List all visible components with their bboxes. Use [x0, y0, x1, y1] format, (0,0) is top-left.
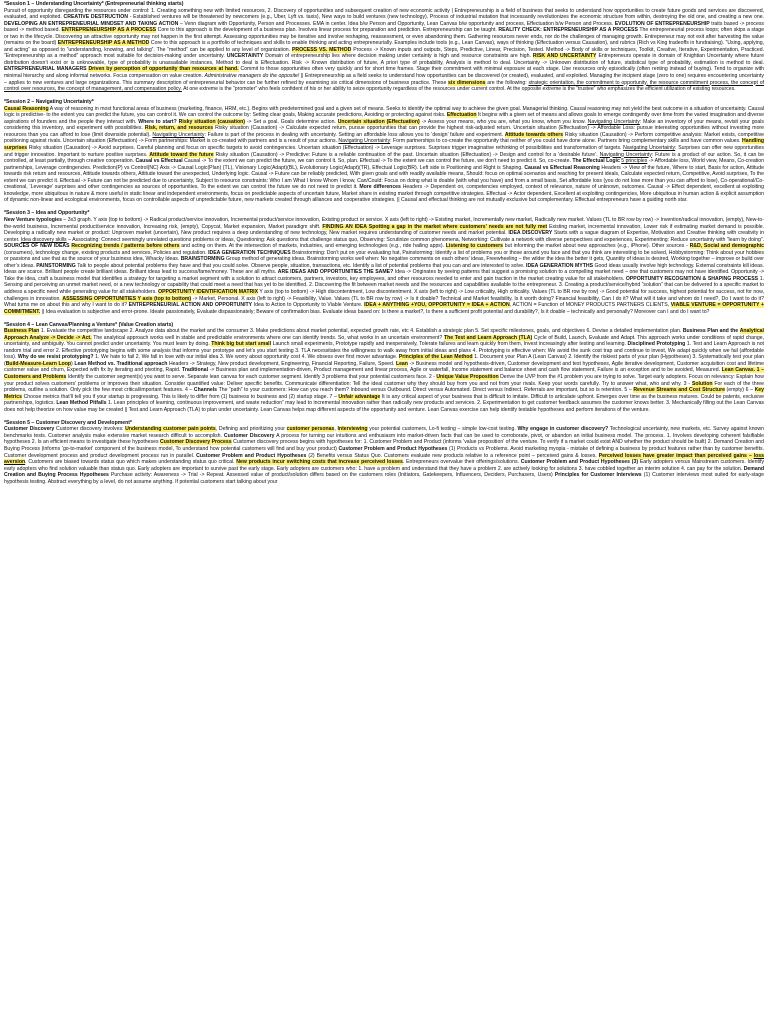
document-page — [4, 0, 764, 1024]
section-3 — [4, 209, 764, 315]
section-body: New Venture typologies – 3x3 graph. Y axis (top to bottom) -> Radical product/service innovation, Incremental product/service innovation, Existing product or service. X axis (left to right) -> Existing market, Incrementally new market, Radically new market. Values (TL to BR row by row) -> Invention/radical innovation, (empty), New-to-the-world business, Incremental product/service innovation, Increasing risk, (empty), Copycat, Market expansion, Market paradigm shift. FINDING AN IDEA Spotting a gap in the market where customers’ needs are not fully met Existing market, incremental innovation, Lower risk if estimating market demand is possible. Developing a radically new market or product: Unproven market (uncertain), New product requires a deep understanding of new technology, New market requires understanding of customer needs and market potential. IDEA DISCOVERY Starts with a vague diagram of Expertise, Motivation and Creative thinking with creativity in center. Idea discovery skills – Associating: Connect seemingly unrelated questions problems or ideas, Questioning: Ask questions that challenge status quo, Observing: Scrutinize common phenomena, Networking: Cultivate a network with diverse perspectives and experiences, Experimenting: Reduce uncertainty with “learn by doing”. SOURCES OF NEW IDEAS Recognizing trends / patterns before others and acting on them. At the intersection of markets, industries, and emerging technologies (e.g., ride hailing apps). Listening to customers but informing the market about new approaches (e.g., iPhone). Other sources - R&D, Social and demographic (consumers), technology change, existing products and services, Policies and regulation. IDEA GENERATION TECHNIQUES Brainstorming: Don’t put on your evaluating hat, Painstorming: Identify a list of problems you or those around you face and that you think are interesting to be solved, Hobbystorming: Think about your hobbies or passions and use that as the source of your business idea, Whacky Ideas. BRAINSTORMING Group method of generating ideas. Brainstorming works well when: No negative comments on each others’ ideas, Freewheeling – the wilder the idea the better it gets, Quantity of ideas is desired, Working together – improve or build over other’s ideas. PAINSTORMING Talk to people about potential problems they have and that you could solve. Observe people, situation, transactions, etc. Identify a list of potential problems that you can and are interested to solve. IDEA GENERATION MYTHS Good ideas usually involve high technology. External constraints kill ideas. Ideas are scarce. Brilliant people create brilliant ideas. Brilliant ideas lead to success/fame/money. These are all myths. ARE IDEAS AND OPPORTUNITIES THE SAME? Idea -> Originates by seeing patterns that suggest a promising solution to a compelling market need – one that customers may not have identified. Opportunity -> Take the idea, craft a business model that identifies a strategy for targeting a market segment with a solution to attract customers, partners, investors, key employees, and other resources needed to enter and gain traction in the market creating value for all stakeholders. OPPORTUNITY RECOGNITION & SHAPING PROCESS 1. Sensing and perceiving an unmet market need, or a new technology or capability that could meet a need that has yet to be identified. 2. Discovering the fit between market needs and the resources and capabilities available to the entrepreneur. 3. Creating a product/service/hybrid “solution” that can be delivered to a specific market to address a specific need while generating value for all stakeholders. OPPORTUNITY IDENTIFICATION MATRIX Y axis (top to bottom) -> High discontentment, Low discontentment. X axis (left to right) -> Low criticality, High criticality. Values (TL to BR row by row) -> Good potential for success, highest potential for success, not for now, challenges in innovation. ASSESSING OPPORTUNITIES Y axis (top to bottom) -> Market, Personal. X axis (left to right) -> Feasibility, Value. Values (TL to BR row by row) -> Is it doable? Technical and Market feasibility, Is it worth doing? Financial feasibility, Can I do it? What will it take and whom do I need?, Do I want to do it? What turns me on about this and why I want to do it? ENTREPRENEURIAL ACTION AND OPPORTUNITY Idea to Action to Opportunity to Viable Venture. IDEA + ANYTHING +YOU, OPPORTUNITY = IDEA + ACTION, ACTION = Function of MONEY PRODUCTS PARTNERS CLIENTS, VIABLE VENTURE = OPPORTUNITY + COMMITMENT. || Idea evaluation is subjective and error-prone. Ideate passionately, Evaluate dispassionately; Beware of confirmation bias. Evaluate ideas based on: Is there a market?, Is there a sufficient profit potential and durability?, Is it doable – technically and personally? Moreover can I and do I want to? — [4, 216, 764, 315]
section-title: *Session 4 – Lean Canvas/Planning a Venture* (Value Creation starts) — [4, 321, 174, 328]
section-body: Pursuit of opportunity disregarding the resources under control: 1. Creating something new with limited resources, 2. Discovery of opportunities and subsequent creation of new economic activity | Entrepreneurship is a field of business that seeks to understand how opportunities to create future goods and services are discovered, evaluated, and exploited. CREATIVE DESTRUCTION - Established ventures will be threatened by newcomers (e.g., Uber, Lyft vs. taxis), New ways to build ventures (new technology), Process of industrial mutation that incessantly revolutionizes the economic structure from within, destroying the old one, and creating a new one. DEVELOPING AN ENTREPRENEURIAL MINDSET AND TAKING ACTION – Venn diagram with Opportunity, Person and Processes. EMA in center. Idea b/w Person and Opportunity, Lean Canvas b/w opportunity and process, Effectuation b/w Person and Process. EVOLUTION OF ENTREPRENEURSHIP traits based -> process based -> method based. ENTREPRENEURSHIP AS A PROCESS Core to this approach is the development of a business plan. Involves linear process for preparation and prediction. Entrepreneurship can be taught. REALITY CHECK: ENTREPRENEURSHIP AS A PROCESS The entrepreneurial process loops; often skips a stage or two in the lifecycle. Discovering an attractive opportunity may not happen in the first attempt. Assessing opportunities may be iterative and involve reshaping, reassessment, or even abandoning them. Gathering resources never ends, nor do the challenges of managing growth. Entrepreneur may not exit after harvesting the value (remains on the board) ENTREPRENEURSHIP AS A METHOD Core to this approach is a portfolio of techniques and skills to enable thinking and acting entrepreneurially. Examples include tools (e.g., Lean Canvas), ways of thinking (Effectuation versus Causation), and rubrics (Rich vs King tradeoffs in fundraising). “Using, applying, and acting” as opposed to “understanding, knowing, and talking”. The “method” can be applied to any level of organization. PROCESS VS. METHOD Process -> Known inputs and outputs, Steps, Predictive, Linear, Precision, Tested. Method -> Body of skills or techniques, Toolkit, Creative, Iterative, Experimentation, Practiced. “Entrepreneurship as a method” approach most suitable for decision-making under uncertainty. UNCERTAINTY Domain of entrepreneurship lies where decision making under certainty is high and resource constraints are high. RISK AND UNCERTAINTY Entrepreneurs operate in domain of Knightian Uncertainty where future distribution doesn’t exist or is unknowable, type of probability is unassailable instances, Method to deal is Effectuation. Risk -> Known distribution of future, A priori type of probability, Analysis is method to deal. Uncertainty -> Unknown distribution of future, statistical type of probability, estimation is method to deal. ENTREPRENEURIAL MANAGERS Driven by perception of opportunity than resources at hand. Commit to those opportunities often very quickly and for short time frames. Stage their commitment with minimal exposure at each stage. Use resources only episodically (often renting instead of buying). Tend to organize with minimal hierarchy and along informal networks. Focus compensation on value creation. Administrative managers do the opposite! || Entrepreneurship as a field seeks to understand how opportunities can be discovered (or created), evaluated, and exploited. Managing the incipient stage (zero to one) requires encountering uncertainty – applies to new ventures and large organizations. This summary description of entrepreneurial behavior can be further refined by examining six critical dimensions of business practice. These six dimensions are the following: strategic orientation, the commitment to opportunity, the resource commitment process, the concept of control over resources, the concept of management, and compensation policy. At one extreme is the “promoter” who feels confident of his or her ability to seize opportunity regardless of the resources under current control. At the opposite extreme is the “trustee” who emphasizes the efficient utilization of existing resources. — [4, 7, 764, 93]
section-5 — [4, 419, 764, 485]
section-title: *Session 3 – Idea and Opportunity* — [4, 210, 90, 217]
section-body: Causal Reasoning A way of reasoning in most functional areas of business (marketing, finance, HRM, etc.). Begins with predetermined goal and a given set of means. Seeks to identify the optimal way to achieve the given goal. Managerial thinking. Causal reasoning may not yield the best outcome in a situation of uncertainty. Causal logic is predictive- to the extent you can predict the future, you can control it. We can control the outcome by: Setting clear goals, Making accurate predictions, Avoiding or protecting against risks. Effectuation It begins with a given set of means and allows goals to emerge contingently over time from the varied imagination and diverse aspirations of founders and the people they interact with. Where to start? Risky situation (causation) -> Set a goal. Goals determine action. Uncertain situation (Effectuation) -> Assess your means, who you are, what you know, whom you know. Navigating Uncertainty: Make an inventory of your means, revisit your goals considering this inventory, and experiment with possibilities. Risk, return, and resources Risky situation (Causation) -> Calculate expected return, pursue opportunities that can provide the highest risk-adjusted return. Uncertain situation (Effectuation) -> Affordable Loss: pursue interesting opportunities without investing more resources than you can afford to lose (limit downside potential). Navigating Uncertainty: Failure is part of the process in dealing with uncertainty. Setting an affordable loss allows you to ‘design’ failure and experiment. Attitude towards others Risky situation (Causation) -> Perform competitive analysis: Market exists, competitive positioning against rivals. Uncertain situation (Effectuation) -> Form partnerships: Market is co-created with partners and is a result of your actions. Navigating Uncertainty: Form partnerships to co-create the opportunity that neither of you could have done alone. Partners bring complementary skills and have common values. Handling surprises Risky situation (Causation) -> Avoid surprises. Careful planning and focus on specific targets to avoid contingencies. Uncertain situation (Effectuation) -> Leverage surprises. Surprises trigger imaginative rethinking of possibilities and transformation of targets. Navigating Uncertainty: Surprises can offer new opportunities and trigger innovation. Important to nurture positive surprises. Attitude toward the future Risky situation (Causation) -> Predictive: Future is a reliable continuation of the past. Uncertain situation (Effectuation) -> Design and control for a ‘desirable future’. Navigating Uncertainty: Future is a product of our action. So, it can be controlled, at least partially, through creative cooperation. Causal vs Effectual Causal -> To the extent we can predict the future, we can control it. So, plan. Effectual -> To the extent we can control the future, we don’t need to predict it. So, co-create. The Effectual Logic 5 principles -> Affordable loss, World view, Means, Co-creation partnerships, Leverage contingencies. Prediction(P) vs Control(NC) Axis -> Causal Logic(Plan) (TL), Visionary Logic(Adapt)(BL), Evolutionary Logic(Adapt)(TR), Effectual Logic(BR). Left side is Positioning and Right is Shaping. Causal vs Effectual Reasoning Headers -> View of the future, Where to start, Basis for action, Attitude towards risk return and resources, Attitude towards others, Attitude toward the unexpected, Underlying logic. Causal -> Future can be reliably predicted, With given goals and with readily available means, Should: focus on optimal scenarios and reaching for present ideals, Calculate expected return, Competitive, Avoid surprises, To the extent we can predict it. Effectual -> Future can not be predicted due to uncertainty, Subject to resource constraints: Who I am What I know Whom I know, Can/Could: Focus on doing what is doable (with what you have) and from a small basis, Set affordable loss (you do not lose more than you can afford to lose), Co-operational/Co-creational, ‘Leverage’ surprises and other contingencies as sources of opportunities, To the extent we can control the future we do not need to predict it. More differences Headers -> Dependent on, competencies employed, context of relevance, nature of unknown, outcomes. Causal -> Effect dependent, excellent at exploiting knowledge, more ubiquitous in nature & more useful in static linear and independent environments, focus on predictable aspects of uncertain future, Market share in existing market through competitive strategies. Effectual -> Actor dependent, Excellent at exploiting contingencies, More ubiquitous in human action & explicit assumption of dynamic non-linear and ecological environments, focus on controllable aspects of unpredictable future, new markets created through alliances and cooperative strategies. || Causal and effectual thinking are not mutually exclusive but complementary. Effectual entrepreneurs have a guiding north star. — [4, 105, 764, 204]
section-title: *Session 2 – Navigating Uncertainty* — [4, 99, 94, 106]
section-body: Customer Discovery Customer discovery involves: Understanding customer pain points, Defining and prioritizing your customer personas, Interviewing your potential customers, Lo-fi testing – simple low-cost testing. Why engage in customer discovery? Technological uncertainty, new markets, etc. Survey against known benchmarks tests. Customer analysis make extensive market research difficult to accomplish. Customer Discovery A process for turning our intuitions and enthusiasm into market-driven facts that can be used to corroborate, pivot, or abandon an initial business model. The process. 1. Involves developing coherent falsifiable hypotheses 2. Is an efficient means to investigate these hypotheses Customer Discovery Process Customer discovery process begins with hypotheses for: 1. Customer Problem and Product (informs ‘value proposition’ of the venture. To verify if a market could exist AND whether the product should be built) 2. Demand Creation and Buying Process (informs ‘go-to-market’ component of the business model, To understand how potential customers will find and buy your product) Customer Problem and Product Hypotheses (1) Products vs Problems. Avoid marketing myopia - mistake of defining a business by product features rather than by customer benefits. Customer development process and product development process run in parallel. Customer Problem and Product Hypotheses (2) Benefits versus Status Quo. Customers evaluate new products relative to a reference point – perceived gains & losses. Perceived losses have greater impact than perceived gains – loss aversion. Customers are biased towards status quo which makes understanding status quo critical. New products incur switching costs that increase perceived losses. Entrepreneurs overvalue their offerings/solutions. Customer Problem and Product Hypotheses (3) Early adopters versus Mainstream customers. Identify early adopters who find solution valuable than status quo. Early adopters are important to survive past the early stage. Early adopters are customers who: 1. have a problem and understand that they have a problem 2. are actively looking for solutions 3. have cobbled together an interim solution 4. can pay for the solution. Demand Creation and Buying Process Hypotheses Purchase activity: Awareness -> Trial -> Repeat. Assessed value of product/solution differs based on the customers roles (Initiators, Gatekeepers, Influencers, Deciders, Purchasers, Users) Principles for Customer Interviews (1) Customer interviews most suited for early-stage hypothesis testing. Abstract everything by a level, do not assume anything. If potential customers start talking about your — [4, 426, 764, 485]
section-1 — [4, 0, 764, 93]
section-4 — [4, 321, 764, 414]
section-title: *Session 1 – Understanding Uncertainty* (Entrepreneurial thinking starts) — [4, 1, 184, 7]
section-2 — [4, 98, 764, 204]
section-title: *Session 5 – Customer Discovery and Development* — [4, 419, 132, 426]
section-body: Business Plan 1. Evaluate the competitive landscape 2. Analyze data about the market and the consumer 3. Make predictions about market potential, expected growth rate, etc 4. Establish a strategic plan 5. Set specific milestones, goals, and objectives 6. Devise a detailed implementation plan. Business Plan and the Analytical Approach Analyze -> Decide -> Act. The analytical approach works well in stable and predictable environments where one can identify trends. So, what works in an uncertain environment? The Test and Learn Approach (TLA) Cycle of Build, Launch, Evaluate and Adapt. This approach works under conditions of rapid change, uncertainty, and ambiguity. You cannot predict under uncertainty. You must learn by doing. Think big but start small Launch small experiments, Prototype rapidly and inexpensively, Tolerate failures and learn quickly from them, Invest increasingly after testing and learning. Disciplined Prototyping 1. Test and Learn Approach is not random trial and error 2. Effective prototyping begins with some analysis that informs your prototype and let’s you start testing 3. TLA necessitates the willingness to walk away from initial ideas and plans 4. Prototyping is effective when: We avoid the sunk cost trap and continue to invest, We adapt quickly when we fail (affordable loss). Why do we resist prototyping? 1. We hate to fail 2. We fall in love with our initial idea 3. We worry about opportunity cost 4. We obsess over first mover advantage. Principles of the Lean Method 1. Document your Plan A (Lean Canvas) 2. Identify the riskiest parts of your plan (Hypotheses) 3. Systematically test your plan (Build-Measure-Learn Loop) Lean Method vs. Traditional approach Headers -> Strategy, New product development, Engineering, Financial Reporting, Failure, Speed. Lean -> Business model and hypothesis-driven, Customer development and test hypotheses, Agile iterative development, Customer acquisition cost and lifetime customer value and churn, Expected with fix by iterating and pivoting, Rapid. Traditional -> Business plan and implementation-driven, Product management and linear process, Agile or waterfall, Income statement and balance sheet and cash flow statement, Failure is an exception and to be avoided, Measured. Lean Canvas. 1 – Customers and Problems Identify the customer segment(s) you want to serve. Separate lean canvas for each customer segment. Identify 3 problems that your potential customers face. 2 - Unique Value Proposition Derive the UVP from the #1 problem you are trying to solve. Target early adopters. Focus on relevancy: Explain how your product solves customers’ problems or improves their situation. Consider quantified value: Deliver specific benefits. Communicate differentiation: Tell the ideal customer why they should buy from you and not from your rivals. Keep your words carefully. Try to answer what, who and why. 3 - Solution For each of the three problems, outline a solution. Only pick the few most critical/important features. 4 – Channels The “path” to your customers: How can you reach them? Inbound versus Outbound. Direct versus Automated. Direct versus Indirect. Referrals are important, but so is retention. 5 – Revenue Streams and Cost Structure (empty) 6 – Key Metrics Choose metrics that’ll tell you if your startup is progressing. This is likely to differ from (1) business to business and (2) startup stage. 7 – Unfair advantage It is any critical aspect of your business that is difficult to imitate. Difficult to articulate upfront. Emerges over time as the business matures. Could be patents, exclusive partnerships, logistics. Lean Method Pitfalls 1. Lean principles of learning, continuous improvement, and waste reduction” may lead to incremental innovation rather than radically new products and services. 2. Experimentation to get customer feedback assumes the customer knows better. 3. Mechanically filling out the Lean Canvas does not help theorize on how value may be created || Test and Learn Approach (TLA) to plan under uncertainty. Lean Canvas helps map different aspects of the opportunity and venture. Lean Canvas exercise can help identify testable hypotheses and perform iterations of the venture. — [4, 328, 764, 413]
